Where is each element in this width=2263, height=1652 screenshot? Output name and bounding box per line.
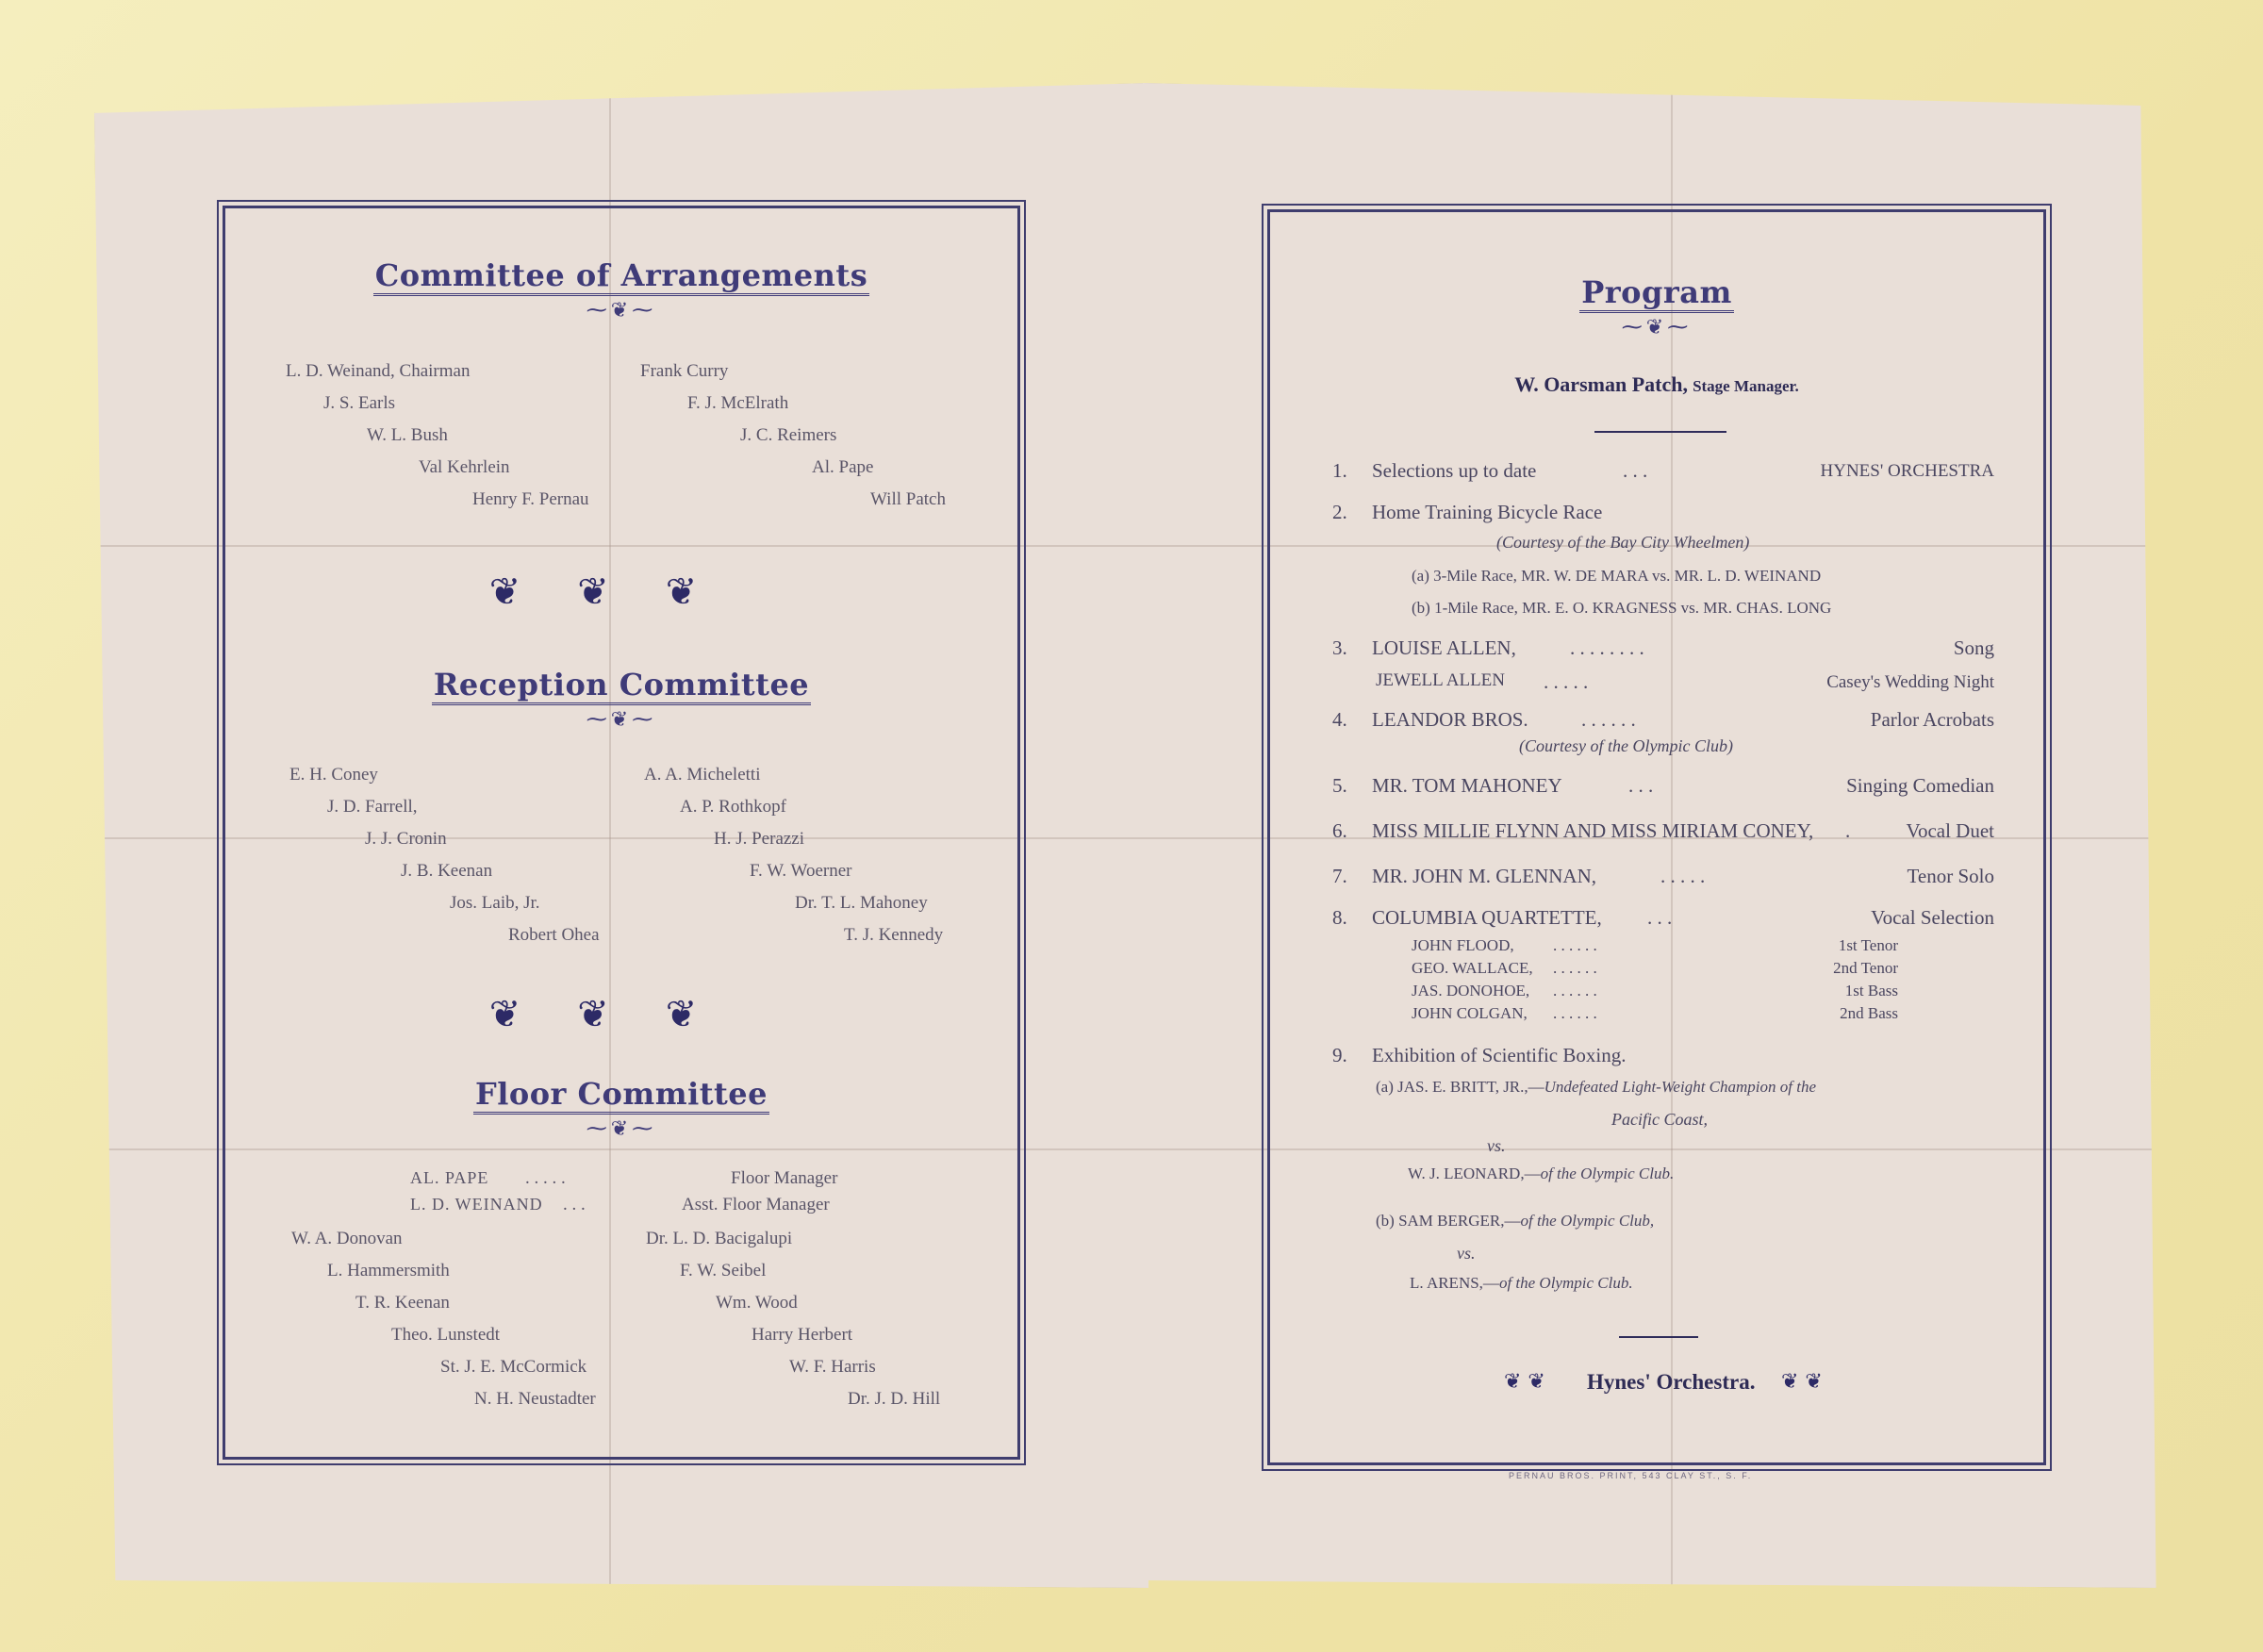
courtesy-note: (Courtesy of the Olympic Club)	[1519, 736, 1733, 755]
stage-manager-role: Stage Manager.	[1693, 377, 1799, 395]
reception-heading: Reception Committee	[225, 667, 1017, 702]
committee-member: N. H. Neustadter	[474, 1389, 596, 1409]
boxer-title: Undefeated Light-Weight Champion of the	[1544, 1078, 1817, 1096]
fleuron-ornament: ❦ ❦	[1781, 1370, 1823, 1394]
closing-orchestra: Hynes' Orchestra.	[1587, 1370, 1756, 1394]
committee-member: Wm. Wood	[716, 1293, 798, 1313]
voice-part: 2nd Bass	[1840, 1004, 1898, 1022]
committee-member: H. J. Perazzi	[714, 829, 805, 849]
committee-member: F. W. Seibel	[680, 1261, 767, 1280]
leader-dots: . . .	[563, 1195, 586, 1214]
committee-member: Robert Ohea	[508, 925, 600, 945]
floor-manager-name: AL. PAPE	[410, 1168, 489, 1187]
fleuron-ornaments: ❦❦❦	[488, 570, 754, 614]
committee-member: L. D. Weinand, Chairman	[286, 361, 471, 381]
fleuron-ornament: ❦ ❦	[1504, 1370, 1545, 1394]
item-performer: HYNES' ORCHESTRA	[1820, 461, 1994, 481]
leader-dots: . . . . . .	[1553, 982, 1597, 999]
fleuron-ornaments: ❦❦❦	[488, 993, 754, 1036]
committee-member: A. A. Micheletti	[644, 765, 761, 785]
voice-part: 2nd Tenor	[1833, 959, 1898, 977]
asst-floor-manager-role: Asst. Floor Manager	[682, 1195, 830, 1214]
quartette-member: JAS. DONOHOE,	[1412, 982, 1530, 999]
item-number: 2.	[1332, 501, 1347, 523]
leader-dots: . . . . . .	[1553, 959, 1597, 977]
committee-member: Theo. Lunstedt	[391, 1325, 501, 1345]
boxer-entry	[1410, 1274, 1633, 1293]
item-title: Home Training Bicycle Race	[1372, 501, 1603, 523]
leader-dots: . . . . . .	[1581, 708, 1636, 731]
committee-member: J. S. Earls	[323, 393, 395, 413]
stage-manager-line	[1270, 372, 2043, 397]
item-act: Vocal Selection	[1871, 906, 1994, 929]
committees-frame	[223, 206, 1020, 1460]
divider-rule	[1619, 1336, 1698, 1338]
boxer-name: W. J. LEONARD,—	[1408, 1165, 1541, 1182]
quartette-member: JOHN COLGAN,	[1412, 1004, 1528, 1022]
printer-imprint: PERNAU BROS. PRINT, 543 CLAY ST., S. F.	[1509, 1471, 1753, 1480]
committee-member: A. P. Rothkopf	[680, 797, 786, 817]
leader-dots: .	[1845, 819, 1851, 842]
flourish-ornament: ⁓❦⁓	[1621, 316, 1693, 339]
leader-dots: . . . . .	[525, 1168, 566, 1188]
committee-member: W. L. Bush	[367, 425, 448, 445]
item-title: MR. JOHN M. GLENNAN,	[1372, 865, 1597, 887]
quartette-member: JOHN FLOOD,	[1412, 936, 1514, 954]
floor-heading: Floor Committee	[225, 1076, 1017, 1112]
committee-member: Dr. L. D. Bacigalupi	[646, 1229, 793, 1248]
boxer-club: of the Olympic Club.	[1498, 1274, 1633, 1292]
item-number: 8.	[1332, 906, 1347, 929]
committee-member: Val Kehrlein	[419, 457, 510, 477]
item-act: Singing Comedian	[1846, 774, 1994, 797]
committee-member: J. D. Farrell,	[327, 797, 418, 817]
committee-member: Henry F. Pernau	[472, 489, 589, 509]
voice-part: 1st Bass	[1844, 982, 1898, 999]
floor-manager-role: Floor Manager	[731, 1168, 838, 1188]
courtesy-note: (Courtesy of the Bay City Wheelmen)	[1496, 533, 1750, 552]
item-title: COLUMBIA QUARTETTE,	[1372, 906, 1602, 929]
committee-member: Dr. T. L. Mahoney	[795, 893, 928, 913]
committee-member: E. H. Coney	[289, 765, 378, 785]
committee-member: Frank Curry	[640, 361, 729, 381]
item-title: LEANDOR BROS.	[1372, 708, 1528, 731]
leader-dots: . . . . . . . .	[1570, 636, 1644, 659]
boxer-name: (a) JAS. E. BRITT, JR.,—	[1376, 1078, 1544, 1096]
versus-label: vs.	[1457, 1244, 1476, 1263]
committee-member: Al. Pape	[812, 457, 874, 477]
item-number: 9.	[1332, 1044, 1347, 1066]
committee-member: J. C. Reimers	[740, 425, 837, 445]
item-title: JEWELL ALLEN	[1376, 670, 1506, 690]
versus-label: vs.	[1487, 1136, 1506, 1155]
stage-manager-name: W. Oarsman Patch,	[1514, 372, 1688, 396]
committee-member: W. A. Donovan	[291, 1229, 403, 1248]
committee-member: Dr. J. D. Hill	[848, 1389, 941, 1409]
program-heading: Program	[1270, 274, 2043, 310]
item-number: 4.	[1332, 708, 1347, 731]
committee-member: St. J. E. McCormick	[440, 1357, 587, 1377]
item-title: Exhibition of Scientific Boxing.	[1372, 1044, 1627, 1066]
committee-member: Harry Herbert	[752, 1325, 853, 1345]
leader-dots: . . . . .	[1544, 670, 1589, 693]
item-number: 6.	[1332, 819, 1347, 842]
item-title: MISS MILLIE FLYNN AND MISS MIRIAM CONEY,	[1372, 819, 1814, 842]
race-detail: (a) 3-Mile Race, MR. W. DE MARA vs. MR. L. D. WEINAND	[1412, 567, 1822, 585]
asst-floor-manager-name: L. D. WEINAND	[410, 1195, 543, 1214]
boxer-entry	[1376, 1212, 1654, 1231]
committee-member: J. J. Cronin	[365, 829, 447, 849]
boxer-entry	[1408, 1165, 1674, 1183]
leader-dots: . . .	[1647, 906, 1673, 929]
race-detail: (b) 1-Mile Race, MR. E. O. KRAGNESS vs. MR. CHAS. LONG	[1412, 599, 1832, 617]
item-number: 1.	[1332, 459, 1347, 482]
arrangements-heading: Committee of Arrangements	[225, 257, 1017, 293]
item-title: LOUISE ALLEN,	[1372, 636, 1516, 659]
boxer-name: (b) SAM BERGER,—	[1376, 1212, 1521, 1230]
flourish-ornament: ⁓❦⁓	[586, 1117, 657, 1141]
item-act: Casey's Wedding Night	[1826, 672, 1994, 692]
committee-member: F. W. Woerner	[750, 861, 852, 881]
item-act: Vocal Duet	[1906, 819, 1994, 842]
item-act: Song	[1953, 636, 1994, 659]
quartette-member: GEO. WALLACE,	[1412, 959, 1533, 977]
committee-member: T. R. Keenan	[355, 1293, 450, 1313]
item-title: MR. TOM MAHONEY	[1372, 774, 1562, 797]
leader-dots: . . .	[1623, 459, 1648, 482]
item-number: 7.	[1332, 865, 1347, 887]
program-frame	[1267, 209, 2046, 1465]
leader-dots: . . . . .	[1660, 865, 1706, 887]
committee-member: L. Hammersmith	[327, 1261, 450, 1280]
item-act: Tenor Solo	[1907, 865, 1994, 887]
leader-dots: . . . . . .	[1553, 936, 1597, 954]
committee-member: Will Patch	[870, 489, 946, 509]
divider-rule	[1594, 431, 1726, 433]
committee-member: J. B. Keenan	[401, 861, 493, 881]
boxer-club: of the Olympic Club.	[1540, 1165, 1675, 1182]
item-act: Parlor Acrobats	[1870, 708, 1994, 731]
item-number: 3.	[1332, 636, 1347, 659]
boxer-club: of the Olympic Club,	[1520, 1212, 1655, 1230]
committee-member: T. J. Kennedy	[844, 925, 944, 945]
item-number: 5.	[1332, 774, 1347, 797]
leader-dots: . . . . . .	[1553, 1004, 1597, 1022]
boxer-name: L. ARENS,—	[1410, 1274, 1499, 1292]
committee-member: W. F. Harris	[789, 1357, 876, 1377]
boxer-entry	[1376, 1078, 1816, 1097]
voice-part: 1st Tenor	[1838, 936, 1898, 954]
flourish-ornament: ⁓❦⁓	[586, 708, 657, 732]
boxer-title-cont: Pacific Coast,	[1611, 1110, 1708, 1129]
committee-member: F. J. McElrath	[687, 393, 789, 413]
leader-dots: . . .	[1628, 774, 1654, 797]
item-title: Selections up to date	[1372, 459, 1537, 482]
committee-member: Jos. Laib, Jr.	[450, 893, 540, 913]
flourish-ornament: ⁓❦⁓	[586, 299, 657, 322]
